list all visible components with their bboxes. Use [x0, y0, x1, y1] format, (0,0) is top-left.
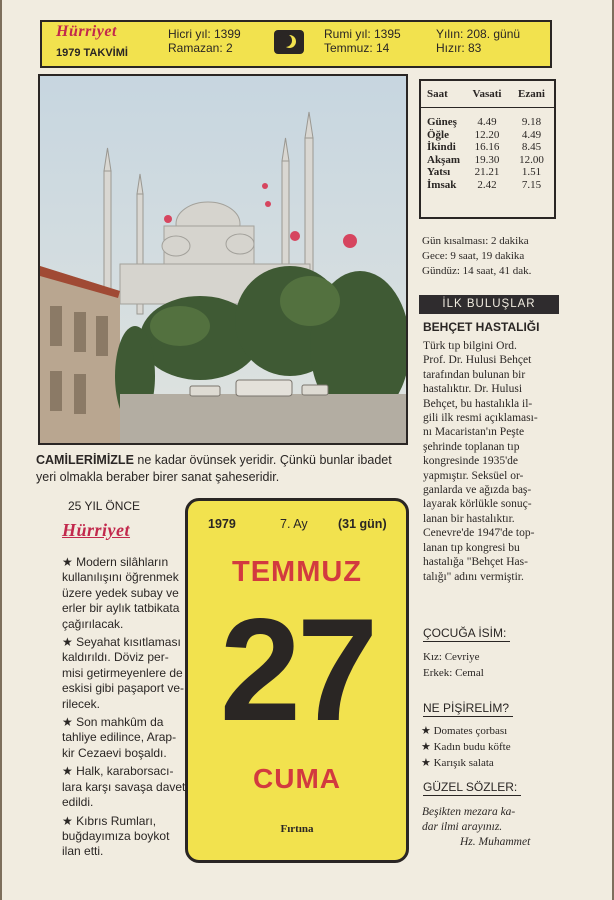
boy-name: Erkek: Cemal: [423, 667, 484, 679]
menu-item: ★ Domates çorbası: [421, 725, 508, 737]
header-ezani: Ezani: [518, 87, 545, 100]
child-names: [423, 649, 484, 681]
years-ago-item: [62, 635, 185, 712]
hizir-day: Hızır: 83: [436, 41, 482, 55]
article-line: yapmıştır. Seksüel or-: [423, 469, 524, 482]
hurriyet-logo: Hürriyet: [56, 23, 117, 40]
prayer-ezani: 1.51: [521, 166, 542, 178]
article-line: Behçet, bu hastalıkla il-: [423, 397, 533, 410]
prayer-name: Öğle: [427, 128, 449, 141]
first-encounters-tab: İLK BULUŞLAR: [419, 295, 559, 314]
years-ago-line: erler bir aylık tatbikata: [62, 601, 180, 616]
article-line: nı Macaristan'ın Peşte: [423, 426, 525, 439]
article-line: tarafından bulunan bir: [423, 368, 526, 381]
hijri-month: Ramazan: 2: [168, 41, 233, 55]
caption-lead: CAMİLERİMİZLE: [36, 453, 134, 467]
years-ago-line: kaldırıldı. Döviz per-: [62, 650, 169, 665]
crescent-moon-icon: [274, 30, 304, 54]
hijri-info: [168, 27, 241, 55]
years-ago-line: lara karşı savaşa davet: [62, 779, 186, 794]
article-line: lanan tıp kongresi bu: [423, 541, 520, 554]
article-line: Prof. Dr. Hulusi Behçet: [423, 354, 532, 367]
header-vasati: Vasati: [472, 87, 502, 100]
calendar-leaf: [185, 498, 409, 863]
years-ago-line: ★ Seyahat kısıtlaması: [62, 635, 181, 650]
prayer-row: [421, 166, 554, 179]
night-length: Gece: 9 saat, 19 dakika: [422, 250, 525, 262]
prayer-name: Akşam: [427, 153, 461, 166]
years-ago-line: ★ Modern silâhların: [62, 555, 169, 569]
prayer-vasati: 4.49: [477, 116, 497, 128]
day-length-info: [422, 234, 562, 279]
article-line: hastalığa "Behçet Has-: [423, 556, 528, 569]
menu-item: ★ Karışık salata: [421, 757, 494, 769]
years-ago-line: ★ Kıbrıs Rumları,: [62, 813, 157, 828]
hurriyet-small-logo: Hürriyet: [62, 520, 131, 540]
day-length: Gündüz: 14 saat, 41 dak.: [422, 265, 532, 277]
article-line: ganlarda ve ağızda baş-: [423, 484, 532, 497]
quote-line-1: Beşikten mezara ka-: [422, 806, 516, 818]
years-ago-list: [62, 555, 186, 863]
prayer-vasati: 2.42: [477, 178, 497, 191]
prayer-ezani: 9.18: [521, 116, 542, 128]
years-ago-line: kir Cezaevi boşaldı.: [62, 745, 167, 760]
article-line: kongresinde 1935'de: [423, 455, 519, 468]
girl-name: Kız: Cevriye: [423, 651, 480, 663]
years-ago-line: ilan etti.: [62, 844, 104, 859]
years-ago-line: ★ Halk, karaborsacı-: [62, 764, 174, 779]
years-ago-title: 25 YIL ÖNCE: [68, 499, 141, 513]
prayer-vasati: 21.21: [474, 166, 500, 178]
prayer-ezani: 8.45: [521, 141, 542, 153]
prayer-row: [421, 154, 554, 167]
quote-line-2: dar ilmi arayınız.: [422, 821, 503, 833]
prayer-name: İmsak: [427, 178, 457, 191]
leaf-month: TEMMUZ: [231, 556, 363, 588]
article-body: [423, 339, 563, 584]
prayer-row: [421, 129, 554, 142]
prayer-name: Yatsı: [427, 166, 451, 178]
years-ago-line: çağırılacak.: [62, 616, 124, 631]
rumi-year: Rumi yıl: 1395: [324, 27, 401, 41]
day-of-year: Yılın: 208. günü: [436, 27, 521, 41]
mosque-illustration: [40, 76, 406, 443]
years-ago-item: [62, 715, 178, 761]
years-ago-line: üzere yedek subay ve: [62, 585, 179, 600]
quote-title: GÜZEL SÖZLER:: [423, 780, 521, 796]
years-ago-line: edildi.: [62, 795, 94, 810]
years-ago-line: ★ Son mahkûm da: [62, 715, 164, 730]
calendar-page: [2, 0, 612, 900]
years-ago-line: rilecek.: [62, 696, 101, 711]
prayer-name: İkindi: [427, 141, 456, 153]
years-ago-line: buğdayımıza boykot: [62, 828, 170, 843]
prayer-vasati: 19.30: [474, 153, 500, 166]
menu-title: NE PİŞİRELİM?: [423, 701, 513, 717]
prayer-vasati: 16.16: [474, 141, 500, 153]
quote: [422, 805, 530, 850]
prayer-row: [421, 116, 554, 129]
prayer-ezani: 12.00: [519, 153, 544, 166]
calendar-header: [40, 20, 552, 68]
article-line: şehrinde toplanan tıp: [423, 440, 520, 453]
photo-caption: [36, 452, 410, 486]
years-ago-item: [62, 814, 178, 860]
years-ago-line: eskisi gibi paşaport ve-: [62, 681, 185, 696]
rumi-month: Temmuz: 14: [324, 41, 390, 55]
leaf-month-days: (31 gün): [338, 517, 387, 531]
article-line: lanan bir hastalıktır.: [423, 512, 515, 525]
prayer-row: [421, 179, 554, 192]
years-ago-line: misi getirmeyenlere de: [62, 665, 183, 680]
rumi-info: [324, 27, 401, 55]
article-line: layarak körlükle sonuç-: [423, 498, 532, 511]
prayer-ezani: 4.49: [521, 128, 542, 141]
prayer-table-body: [421, 108, 554, 191]
menu-item: ★ Kadın budu köfte: [421, 741, 511, 753]
prayer-vasati: 12.20: [474, 128, 500, 141]
leaf-day-number: 27: [219, 588, 375, 751]
leaf-month-number: 7. Ay: [280, 517, 308, 531]
years-ago-line: tahliye edilince, Arap-: [62, 730, 177, 745]
year-day-info: [436, 27, 520, 55]
day-shortening: Gün kısalması: 2 dakika: [422, 235, 529, 247]
header-saat: Saat: [427, 87, 448, 100]
prayer-table-header: [421, 81, 554, 108]
prayer-row: [421, 141, 554, 154]
article-line: Türk tıp bilgini Ord.: [423, 340, 517, 352]
article-line: Cenevre'de 1947'de top-: [423, 527, 535, 540]
prayer-times-table: [419, 79, 556, 219]
child-names-title: ÇOCUĞA İSİM:: [423, 626, 510, 642]
article-line: talığı" adını vermiştir.: [423, 570, 524, 583]
article-line: gili ilk resmi açıklaması-: [423, 412, 538, 425]
menu-list: [421, 723, 511, 771]
leaf-year: 1979: [208, 517, 236, 531]
article-line: hastalıktır. Dr. Hulusi: [423, 383, 523, 396]
quote-author: Hz. Muhammet: [460, 836, 531, 848]
years-ago-item: [62, 764, 186, 810]
years-ago-item: [62, 555, 178, 632]
years-ago-line: kullanılışını öğrenmek: [62, 570, 179, 585]
hijri-year: Hicri yıl: 1399: [168, 27, 241, 41]
leaf-weekday: CUMA: [253, 763, 341, 794]
caption-text: ne kadar övünsek yeridir. Çünkü bunlar ibadet yeri olmakla beraber birer sanat şaheseridir.: [36, 453, 392, 484]
leaf-note: Fırtına: [280, 823, 314, 835]
calendar-title: 1979 TAKVİMİ: [56, 47, 128, 59]
prayer-name: Güneş: [427, 116, 457, 128]
mosque-photo: [38, 74, 408, 445]
prayer-ezani: 7.15: [521, 178, 542, 191]
article-title: BEHÇET HASTALIĞI: [423, 320, 540, 334]
